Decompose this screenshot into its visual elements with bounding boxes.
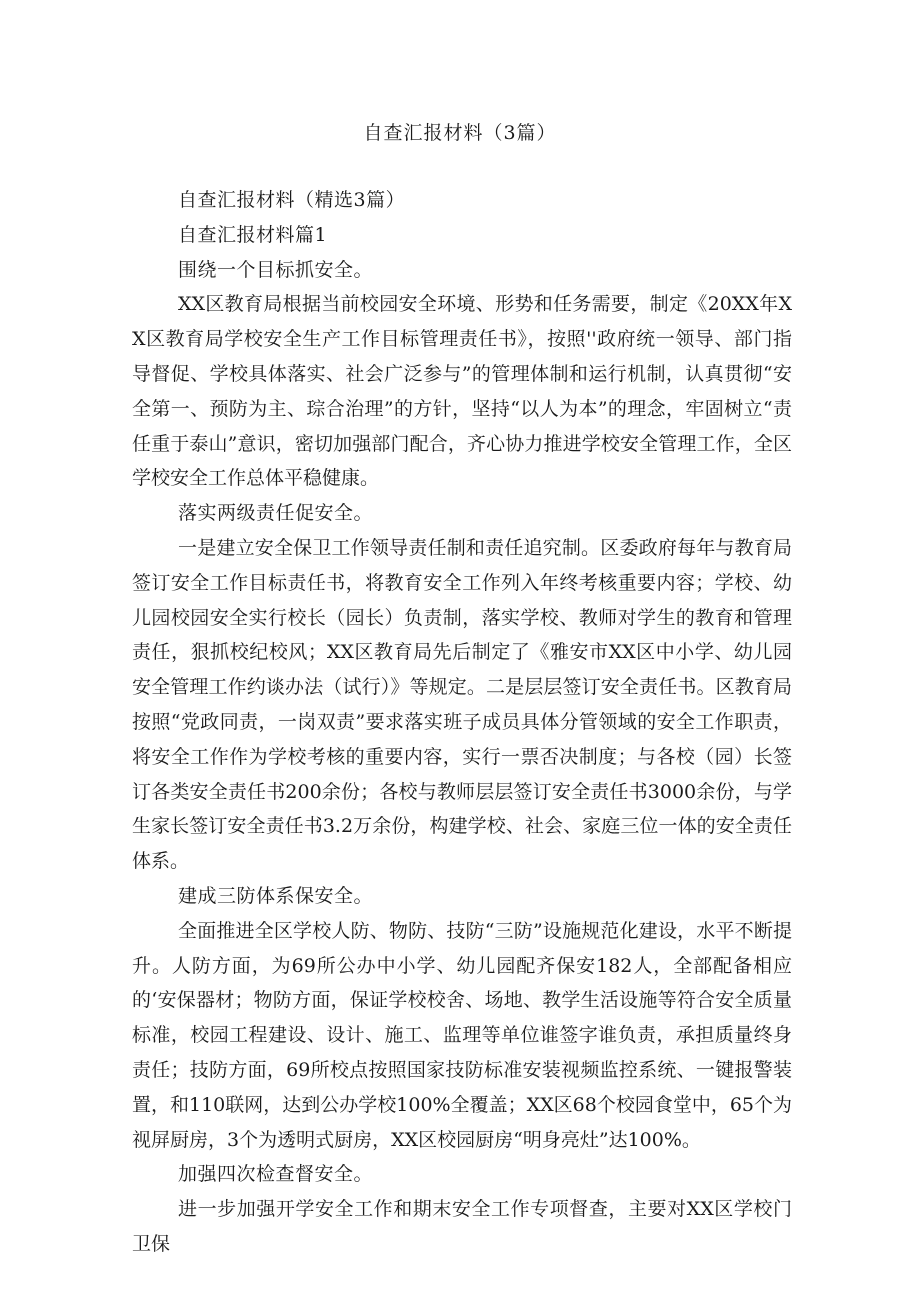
section-heading-three-defense: 建成三防体系保安全。: [178, 884, 374, 907]
section-heading-responsibility: 落实两级责任促安全。: [178, 502, 374, 525]
document-body: [132, 183, 792, 1262]
section-heading-inspection: 加强四次检查督安全。: [178, 1163, 374, 1186]
document-title: 自查汇报材料（3篇）: [363, 122, 557, 144]
body-paragraph: 进一步加强开学安全工作和期末安全工作专项督查，主要对XX区学校门卫保: [132, 1198, 792, 1255]
body-paragraph: XX区教育局根据当前校园安全环境、形势和任务需要，制定《20XX年XX区教育局学校安全生产工作目标管理责任书》，按照''政府统一领导、部门指导督促、学校具体落实、社会广泛参与”的管理体制和运行机制，认真贯彻“安全第一、预防为主、琮合治理”的方针，坚持“以人为本”的理念，牢固树立“责任重于泰山”意识，密切加强部门配合，齐心协力推进学校安全管理工作，全区学校安全工作总体平稳健康。: [132, 293, 792, 490]
body-paragraph: 一是建立安全保卫工作领导责任制和责任追究制。区委政府每年与教育局签订安全工作目标责任书，将教育安全工作列入年终考核重要内容；学校、幼儿园校园安全实行校长（园长）负责制，落实学校、教师对学生的教育和管理责任，狠抓校纪校风；XX区教育局先后制定了《雅安市XX区中小学、幼儿园安全管理工作约谈办法（试行）》等规定。二是层层签订安全责任书。区教育局按照“党政同责，一岗双责”要求落实班子成员具体分管领域的安全工作职责，将安全工作作为学校考核的重要内容，实行一票否决制度；与各校（园）长签订各类安全责任书200余份；各校与教师层层签订安全责任书3000余份，与学生家长签订安全责任书3.2万余份，构建学校、社会、家庭三位一体的安全责任体系。: [132, 536, 792, 873]
section-title: 自查汇报材料篇1: [178, 223, 328, 246]
section-heading-target: 围绕一个目标抓安全。: [178, 258, 374, 281]
subtitle-paragraph: 自查汇报材料（精选3篇）: [178, 189, 406, 211]
body-paragraph: 全面推进全区学校人防、物防、技防“三防”设施规范化建设，水平不断提升。人防方面，为69所公办中小学、幼儿园配齐保安182人，全部配备相应的‘安保器材；物防方面，保证学校校舍、场地、教学生活设施等符合安全质量标准，校园工程建设、设计、施工、监理等单位谁签字谁负责，承担质量终身责任；技防方面，69所校点按照国家技防标准安装视频监控系统、一键报警装置，和110联网，达到公办学校100%全覆盖；XX区68个校园食堂中，65个为视屏厨房，3个为透明式厨房，XX区校园厨房“明身亮灶”达100%。: [132, 919, 792, 1151]
